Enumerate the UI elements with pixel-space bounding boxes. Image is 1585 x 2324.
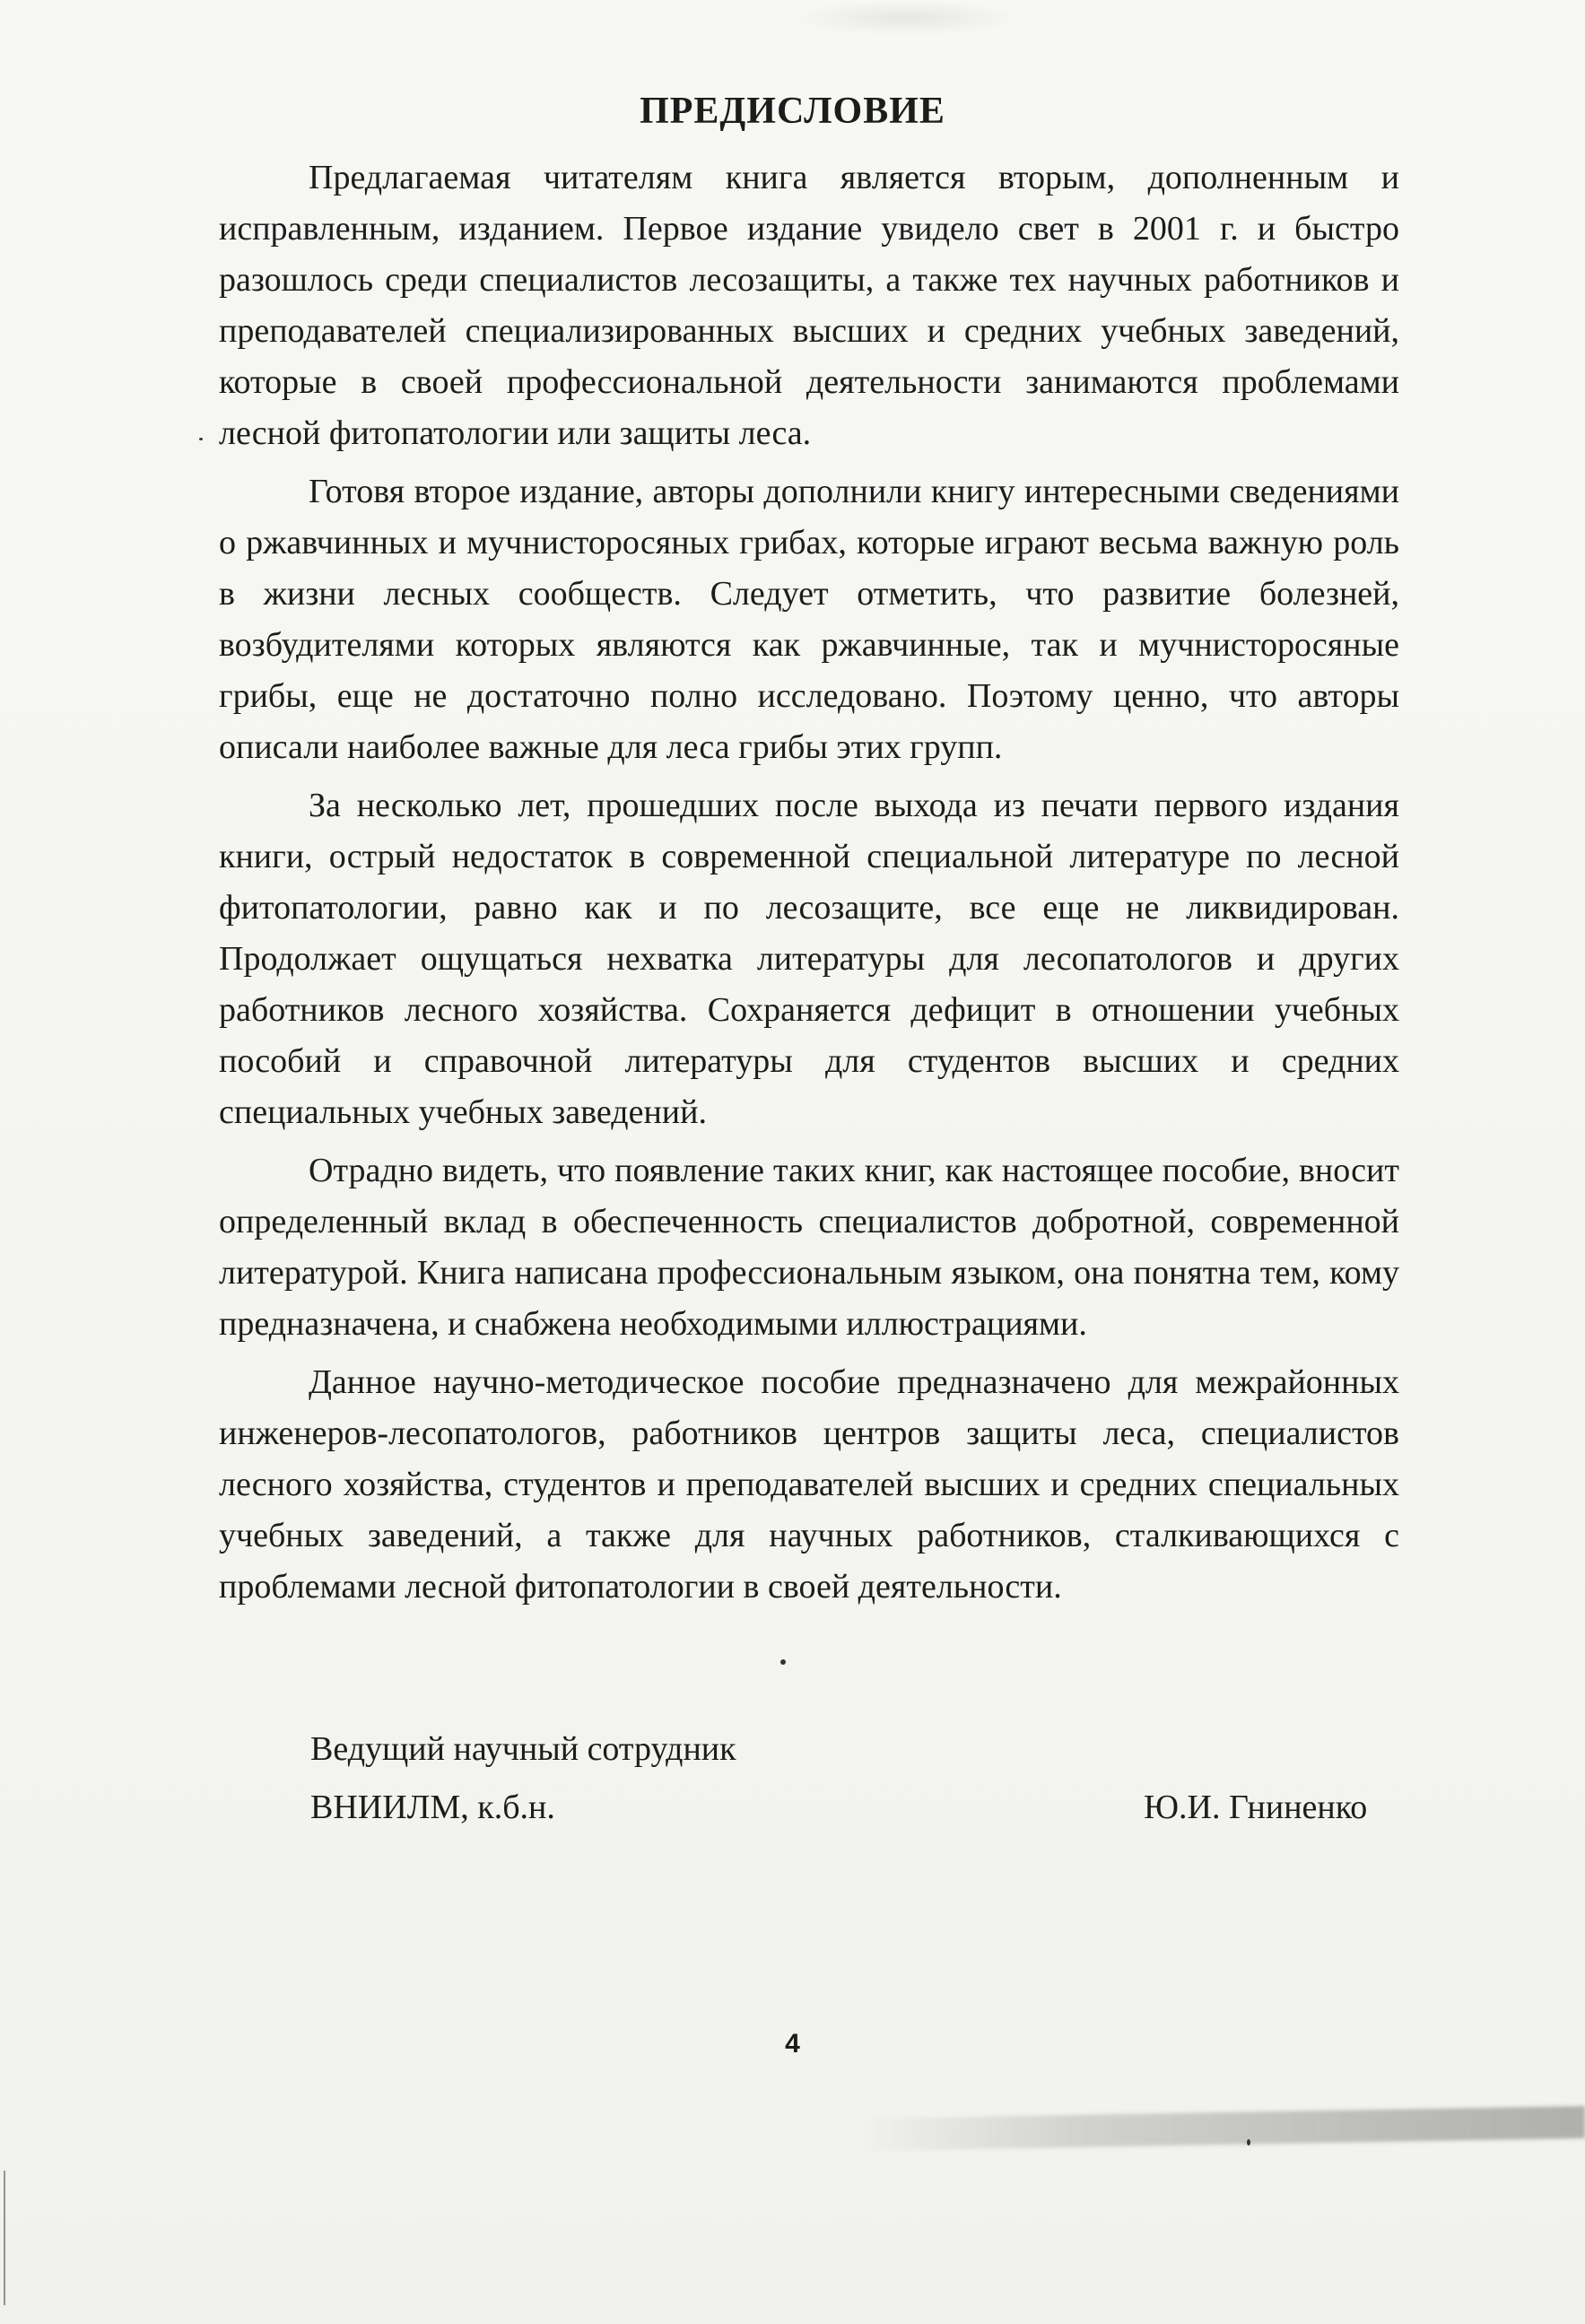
preface-body (219, 152, 1399, 1620)
scan-smudge (789, 0, 1023, 36)
signature-affiliation: ВНИИЛМ, к.б.н. (310, 1789, 555, 1826)
scan-speck (1247, 2139, 1250, 2146)
page-number: 4 (785, 2029, 800, 2059)
page-title: ПРЕДИСЛОВИЕ (640, 91, 945, 132)
paragraph: Отрадно видеть, что появление таких книг, как настоящее пособие, вносит определенный вклад в обеспеченность специалистов добротной, современной литературой. Книга написана профессиональным языком, она понятна тем, кому предназначена, и снабжена необходимыми иллюстрациями. (219, 1152, 1399, 1343)
paragraph: Данное научно-методическое пособие предназначено для межрайонных инженеров-лесопатологов, работников центров защиты леса, специалистов лесного хозяйства, студентов и преподавателей высших и средних специальных учебных заведений, а также для научных работников, сталкивающихся с проблемами лесной фитопатологии в своей деятельности. (219, 1363, 1399, 1606)
scan-left-edge (4, 2171, 5, 2305)
paragraph: Предлагаемая читателям книга является вторым, дополненным и исправленным, изданием. Первое издание увидело свет в 2001 г. и быстро разошлось среди специалистов лесозащиты, а также тех научных работников и преподавателей специализированных высших и средних учебных заведений, которые в своей профессиональной деятельности занимаются проблемами лесной фитопатологии или защиты леса. (219, 159, 1399, 452)
signature-name: Ю.И. Гниненко (1144, 1789, 1368, 1826)
paragraph: Готовя второе издание, авторы дополнили книгу интересными сведениями о ржавчинных и мучнисторосяных грибах, которые играют весьма важную роль в жизни лесных сообществ. Следует отметить, что развитие болезней, возбудителями которых являются как ржавчинные, так и мучнисторосяные грибы, еще не достаточно полно исследовано. Поэтому ценно, что авторы описали наиболее важные для леса грибы этих групп. (219, 473, 1399, 766)
scan-speck (199, 438, 203, 440)
scan-page-edge (861, 2106, 1585, 2151)
signature-role: Ведущий научный сотрудник (310, 1730, 736, 1768)
scan-speck (780, 1659, 786, 1665)
paragraph: За несколько лет, прошедших после выхода из печати первого издания книги, острый недостаток в современной специальной литературе по лесной фитопатологии, равно как и по лесозащите, все еще не ликвидирован. Продолжает ощущаться нехватка литературы для лесопатологов и других работников лесного хозяйства. Сохраняется дефицит в отношении учебных пособий и справочной литературы для студентов высших и средних специальных учебных заведений. (219, 787, 1399, 1131)
